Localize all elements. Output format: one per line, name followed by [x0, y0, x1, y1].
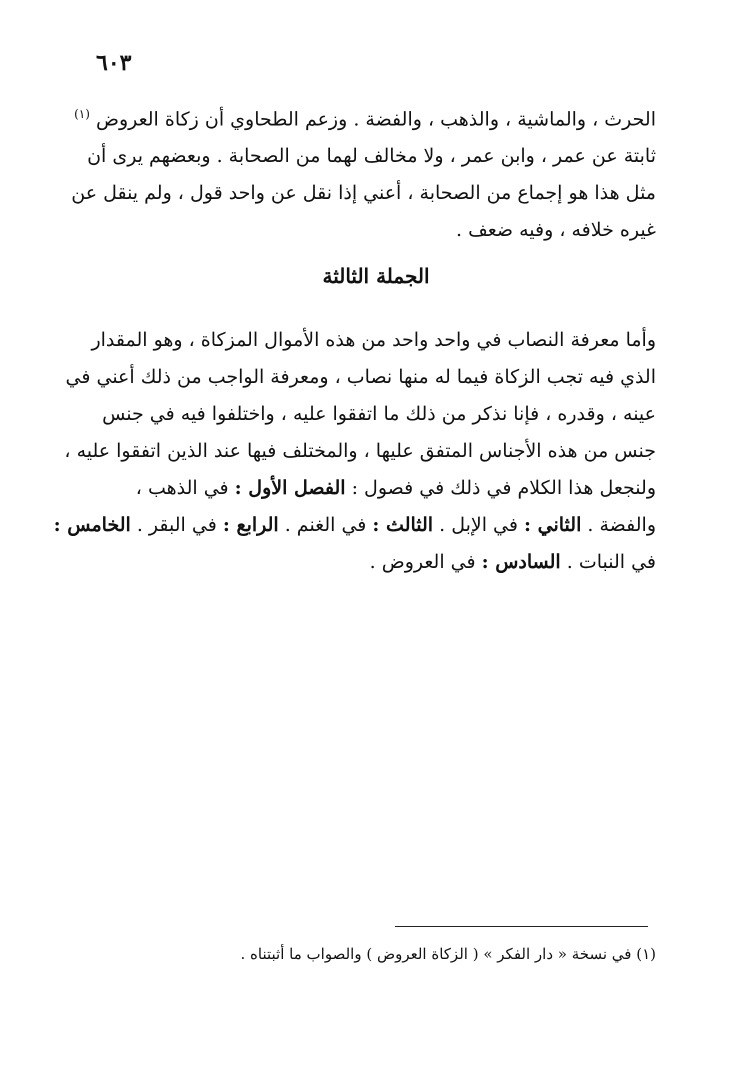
paragraph-line: وأما معرفة النصاب في واحد واحد من هذه الأموال المزكاة ، وهو المقدار: [91, 329, 656, 351]
page-number: ٦٠٣: [96, 50, 132, 76]
chapter-label: الرابع :: [222, 514, 279, 536]
paragraph-line: جنس من هذه الأجناس المتفق عليها ، والمختلف فيها عند الذين اتفقوا عليه ،: [64, 440, 656, 462]
line-text: في البقر .: [130, 514, 223, 536]
chapter-label: الخامس :: [53, 514, 131, 536]
paragraph-line: غيره خلافه ، وفيه ضعف .: [456, 219, 656, 242]
section-heading: الجملة الثالثة: [322, 264, 430, 288]
line-text: في الغنم .: [278, 514, 373, 536]
paragraph-line: مثل هذا هو إجماع من الصحابة ، أعني إذا نقل عن واحد قول ، ولم ينقل عن: [71, 182, 656, 205]
line-text: في النبات .: [560, 551, 656, 573]
footnote-divider: [395, 926, 648, 927]
paragraph-zakat-of-goods: [71, 96, 656, 249]
line-text: ولنجعل هذا الكلام في ذلك في فصول :: [345, 477, 656, 499]
chapter-label: الثاني :: [524, 514, 582, 536]
paragraph-line: [96, 544, 656, 581]
paragraph-nisab: [53, 322, 656, 581]
paragraph-line: [53, 507, 656, 544]
paragraph-line: [74, 96, 656, 138]
paragraph-line: عينه ، وقدره ، فإنا نذكر من ذلك ما اتفقوا عليه ، واختلفوا فيه في جنس: [102, 403, 656, 425]
paragraph-line: الذي فيه تجب الزكاة فيما له منها نصاب ، ومعرفة الواجب من ذلك أعني في: [65, 366, 656, 388]
paragraph-line: ثابتة عن عمر ، وابن عمر ، ولا مخالف لهما من الصحابة . وبعضهم يرى أن: [87, 145, 656, 168]
chapter-label: الثالث :: [372, 514, 434, 536]
line-text: الحرث ، والماشية ، والذهب ، والفضة . وزعم الطحاوي أن زكاة العروض: [95, 108, 656, 131]
footnote-marker: (١): [74, 107, 90, 121]
line-text: في الذهب ،: [135, 477, 235, 499]
paragraph-line: [96, 470, 656, 507]
footnote: (١) في نسخة « دار الفكر » ( الزكاة العروض ) والصواب ما أثبتناه .: [240, 945, 656, 963]
line-text: في الإبل .: [433, 514, 525, 536]
line-text: والفضة .: [581, 514, 656, 536]
chapter-label: الفصل الأول :: [234, 477, 346, 499]
line-text: في العروض .: [369, 551, 482, 573]
chapter-label: السادس :: [481, 551, 561, 573]
